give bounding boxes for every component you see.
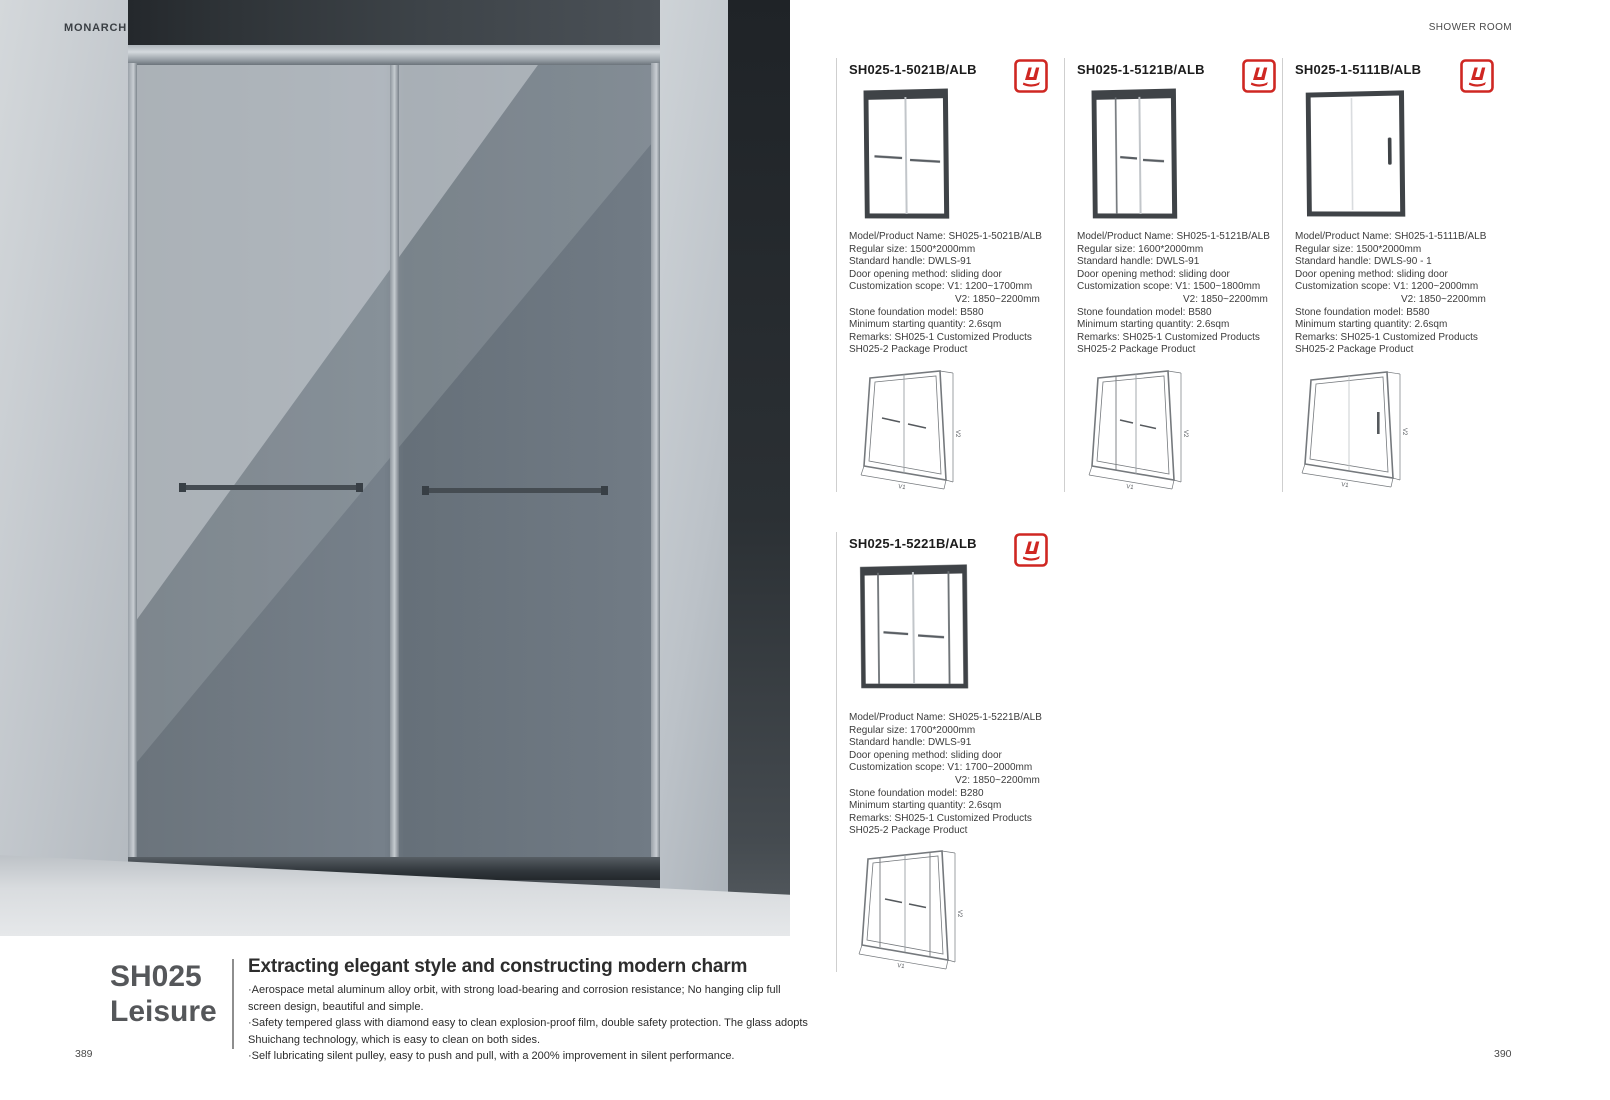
height-dim-label: V2 [954,430,960,438]
product-specs [1077,231,1270,357]
column-divider [1282,58,1283,492]
spec-line: Stone foundation model: B580 [1077,306,1212,318]
column-divider [836,532,837,972]
product-model: SH025-1-5111B/ALB [1295,62,1422,77]
spec-line: Regular size: 1600*2000mm [1077,243,1204,255]
spec-line: SH025-2 Package Product [1077,344,1196,356]
spec-line: Model/Product Name: SH025-1-5221B/ALB [849,712,1042,723]
dimension-diagram [1080,362,1205,494]
photo-light-wall-right [660,0,728,936]
series-headline: Extracting elegant style and constructing modern charm [248,956,748,977]
spec-line: Model/Product Name: SH025-1-5111B/ALB [1295,231,1487,242]
column-divider [1064,58,1065,492]
series-feature: ·Self lubricating silent pulley, easy to push and pull, with a 200% improvement in silent performance. [248,1050,735,1062]
door-thumbnail [1300,83,1411,225]
spec-line: Stone foundation model: B280 [849,787,984,799]
spec-line: SH025-2 Package Product [849,825,968,837]
product-specs [849,231,1042,357]
photo-door-top-rail [128,45,660,65]
product-specs [1295,231,1486,357]
spec-line: V2: 1850~2200mm [955,293,1040,305]
monarch-red-badge-icon [1014,533,1048,567]
spec-line: SH025-2 Package Product [849,344,968,356]
spec-line: Customization scope: V1: 1200~1700mm [849,281,1033,293]
spec-line: Regular size: 1500*2000mm [849,243,976,255]
spec-line: Stone foundation model: B580 [1295,306,1430,318]
photo-light-wall-left [0,0,128,936]
height-dim-label: V2 [1182,430,1188,438]
spec-line: Model/Product Name: SH025-1-5021B/ALB [849,231,1042,242]
monarch-red-badge-icon [1014,59,1048,93]
section-label: SHOWER ROOM [1428,22,1512,33]
photo-door-handle-right [425,488,605,493]
product-model: SH025-1-5021B/ALB [849,62,977,77]
series-code: SH025 [110,960,202,993]
spec-line: Door opening method: sliding door [1077,268,1230,280]
door-thumbnail [1084,83,1185,224]
monarch-red-badge-icon [1242,59,1276,93]
spec-line: Customization scope: V1: 1700~2000mm [849,762,1033,774]
spec-line: Standard handle: DWLS-90 - 1 [1295,256,1432,268]
series-divider [232,959,234,1049]
product-model: SH025-1-5221B/ALB [849,536,977,551]
width-dim-label: V1 [1125,484,1134,492]
photo-door-right-post [651,63,660,865]
photo-door-handle-left [182,485,360,490]
height-dim-label: V2 [1401,428,1407,436]
spec-line: Customization scope: V1: 1500~1800mm [1077,281,1261,293]
spec-line: V2: 1850~2200mm [955,774,1040,786]
spec-line: Standard handle: DWLS-91 [1077,256,1200,268]
spec-line: Door opening method: sliding door [1295,268,1448,280]
photo-dark-wall-right [728,0,790,936]
product-specs [849,712,1042,838]
hero-photo [0,0,790,936]
spec-line: Remarks: SH025-1 Customized Products [849,812,1032,824]
spec-line: Door opening method: sliding door [849,749,1002,761]
photo-door-center-stile [390,65,399,857]
series-feature: ·Aerospace metal aluminum alloy orbit, with strong load-bearing and corrosion resistance; No hanging clip full screen design, beautiful and simple. [248,984,781,1013]
photo-door-left-post [128,63,137,865]
width-dim-label: V1 [1340,482,1349,490]
spec-line: Minimum starting quantity: 2.6sqm [849,319,1002,331]
spec-line: Minimum starting quantity: 2.6sqm [1077,319,1230,331]
page-number-right: 390 [1494,1048,1512,1060]
spec-line: Standard handle: DWLS-91 [849,737,972,749]
spec-line: Regular size: 1700*2000mm [849,724,976,736]
photo-door-glass [137,65,651,857]
spec-line: V2: 1850~2200mm [1183,293,1268,305]
spec-line: Door opening method: sliding door [849,268,1002,280]
spec-line: Customization scope: V1: 1200~2000mm [1295,281,1479,293]
width-dim-label: V1 [896,963,905,971]
height-dim-label: V2 [956,910,962,918]
monarch-red-badge-icon [1460,59,1494,93]
spec-line: Regular size: 1500*2000mm [1295,243,1422,255]
series-feature-list [248,982,814,1065]
spec-line: SH025-2 Package Product [1295,344,1414,356]
series-name: Leisure [110,995,217,1028]
spec-line: V2: 1850~2200mm [1401,293,1486,305]
product-model: SH025-1-5121B/ALB [1077,62,1205,77]
page-number-left: 389 [75,1048,93,1060]
column-divider [836,58,837,492]
spec-line: Standard handle: DWLS-91 [849,256,972,268]
spec-line: Remarks: SH025-1 Customized Products [849,331,1032,343]
photo-shower-door [128,45,660,880]
brand-wordmark: MONARCH [64,22,128,34]
spec-line: Minimum starting quantity: 2.6sqm [1295,319,1448,331]
door-thumbnail [856,559,972,696]
dimension-diagram [852,362,977,494]
spec-line: Model/Product Name: SH025-1-5121B/ALB [1077,231,1270,242]
series-feature: ·Safety tempered glass with diamond easy to clean explosion-proof film, double safety protection. The glass adopts Shuichang technology, which is easy to clean on both sides. [248,1017,808,1046]
width-dim-label: V1 [897,484,906,492]
spec-line: Minimum starting quantity: 2.6sqm [849,800,1002,812]
dimension-diagram [852,842,977,974]
door-thumbnail [856,83,957,224]
spec-line: Remarks: SH025-1 Customized Products [1077,331,1260,343]
spec-line: Stone foundation model: B580 [849,306,984,318]
spec-line: Remarks: SH025-1 Customized Products [1295,331,1478,343]
dimension-diagram [1297,362,1422,494]
